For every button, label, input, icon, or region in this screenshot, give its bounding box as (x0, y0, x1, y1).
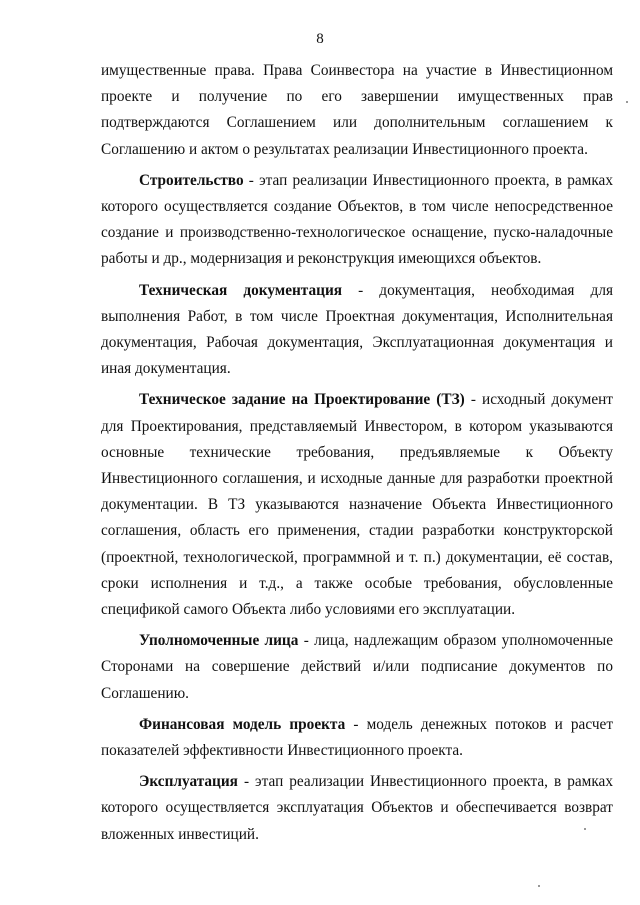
definition-text: - модель денежных потоков и расчет показателей эффективности Инвестиционного проекта. (101, 715, 614, 760)
definition-term: Уполномоченные лица (139, 632, 299, 650)
document-body (101, 58, 613, 853)
definition-term: Эксплуатация (139, 773, 238, 791)
definition-text: - документация, необходимая для выполнения Работ, в том числе Проектная документация, Исполнительная документация, Рабочая документация, Эксплуатационная документация и иная документация. (101, 281, 613, 378)
definition-paragraph (101, 387, 613, 623)
definition-paragraph (101, 769, 613, 848)
scan-speck (626, 101, 628, 103)
definition-paragraph (101, 168, 613, 273)
paragraph-continuation (101, 58, 613, 163)
paragraph-text: имущественные права. Права Соинвестора на участие в Инвестиционном проекте и получение по его завершении имущественных прав подтверждаются Соглашением или дополнительным соглашением к Соглашению и актом о результатах реализации Инвестиционного проекта. (101, 62, 613, 158)
definition-text: - лица, надлежащим образом уполномоченные Сторонами на совершение действий и/или подписание документов по Соглашению. (101, 632, 613, 702)
definition-text: - этап реализации Инвестиционного проекта, в рамках которого осуществляется создание Объектов, в том числе непосредственное создание и производственно-технологическое оснащение, пуско-наладочные работы и др., модернизация и реконструкция имеющихся объектов. (101, 171, 613, 268)
definition-paragraph (101, 712, 613, 764)
definition-paragraph (101, 628, 613, 707)
scan-speck (584, 828, 586, 830)
definition-paragraph (101, 278, 613, 383)
definition-term: Строительство (139, 171, 244, 189)
definition-text: - этап реализации Инвестиционного проекта, в рамках которого осуществляется эксплуатация Объектов и обеспечивается возврат вложенных инвестиций. (101, 773, 613, 843)
scan-speck (538, 885, 540, 887)
page-number: 8 (316, 31, 324, 47)
definition-term: Техническая документация (139, 281, 343, 299)
definition-term: Финансовая модель проекта (139, 715, 346, 733)
definition-term: Техническое задание на Проектирование (ТЗ) (139, 391, 465, 409)
definition-text: - исходный документ для Проектирования, представляемый Инвестором, в котором указываются основные технические требования, предъявляемые к Объекту Инвестиционного соглашения, и исходные данные для разработки проектной документации. В ТЗ указываются назначение Объекта Инвестиционного соглашения, область его применения, стадии разработки конструкторской (проектной, технологической, программной и т. п.) документации, её состав, сроки исполнения и т.д., а также особые требования, обусловленные спецификой самого Объекта либо условиями его эксплуатации. (101, 391, 613, 619)
